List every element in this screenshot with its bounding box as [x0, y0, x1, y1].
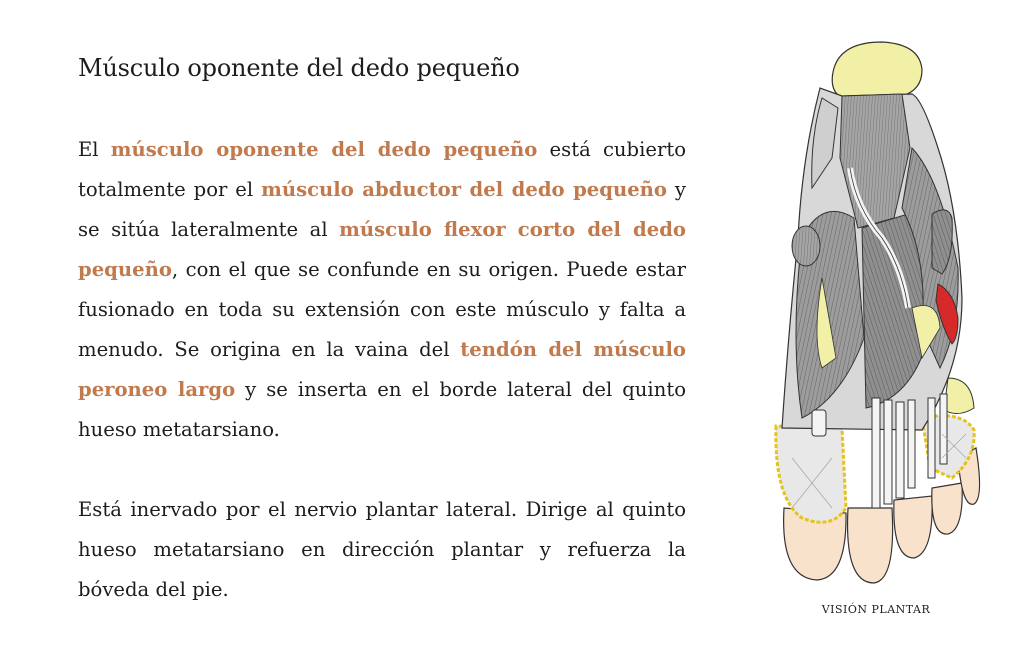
text-run: , con el que se confunde en su origen. Puede estar fusionado en toda su extensión con este músculo y falta a menudo. Se origina en la vaina del — [78, 258, 686, 361]
text-run: El — [78, 138, 111, 161]
link-oponente-dedo-pequeno[interactable]: músculo oponente del dedo pequeño — [110, 138, 538, 161]
text-run: y se sitúa lateralmente al — [78, 178, 686, 241]
link-flexor-corto-dedo-pequeno[interactable]: músculo flexor corto del dedo pequeño — [78, 218, 686, 281]
figure-caption: VISIÓN PLANTAR — [821, 603, 931, 616]
link-abductor-dedo-pequeno[interactable]: músculo abductor del dedo pequeño — [261, 178, 667, 201]
plantar-muscles — [782, 88, 962, 430]
page-title: Músculo oponente del dedo pequeño — [78, 54, 520, 82]
description-paragraph — [78, 130, 686, 450]
link-tendon-peroneo-largo[interactable]: tendón del músculo peroneo largo — [78, 338, 686, 401]
innervation-paragraph: Está inervado por el nervio plantar lateral. Dirige al quinto hueso metatarsiano en dirección plantar y refuerza la bóveda del pie. — [78, 498, 686, 601]
article — [78, 50, 686, 610]
text-run: está cubierto totalmente por el — [78, 138, 686, 201]
calcaneus — [832, 42, 922, 98]
foot-plantar-illustration — [762, 38, 982, 586]
text-run: y se inserta en el borde lateral del quinto hueso metatarsiano. — [78, 378, 686, 441]
